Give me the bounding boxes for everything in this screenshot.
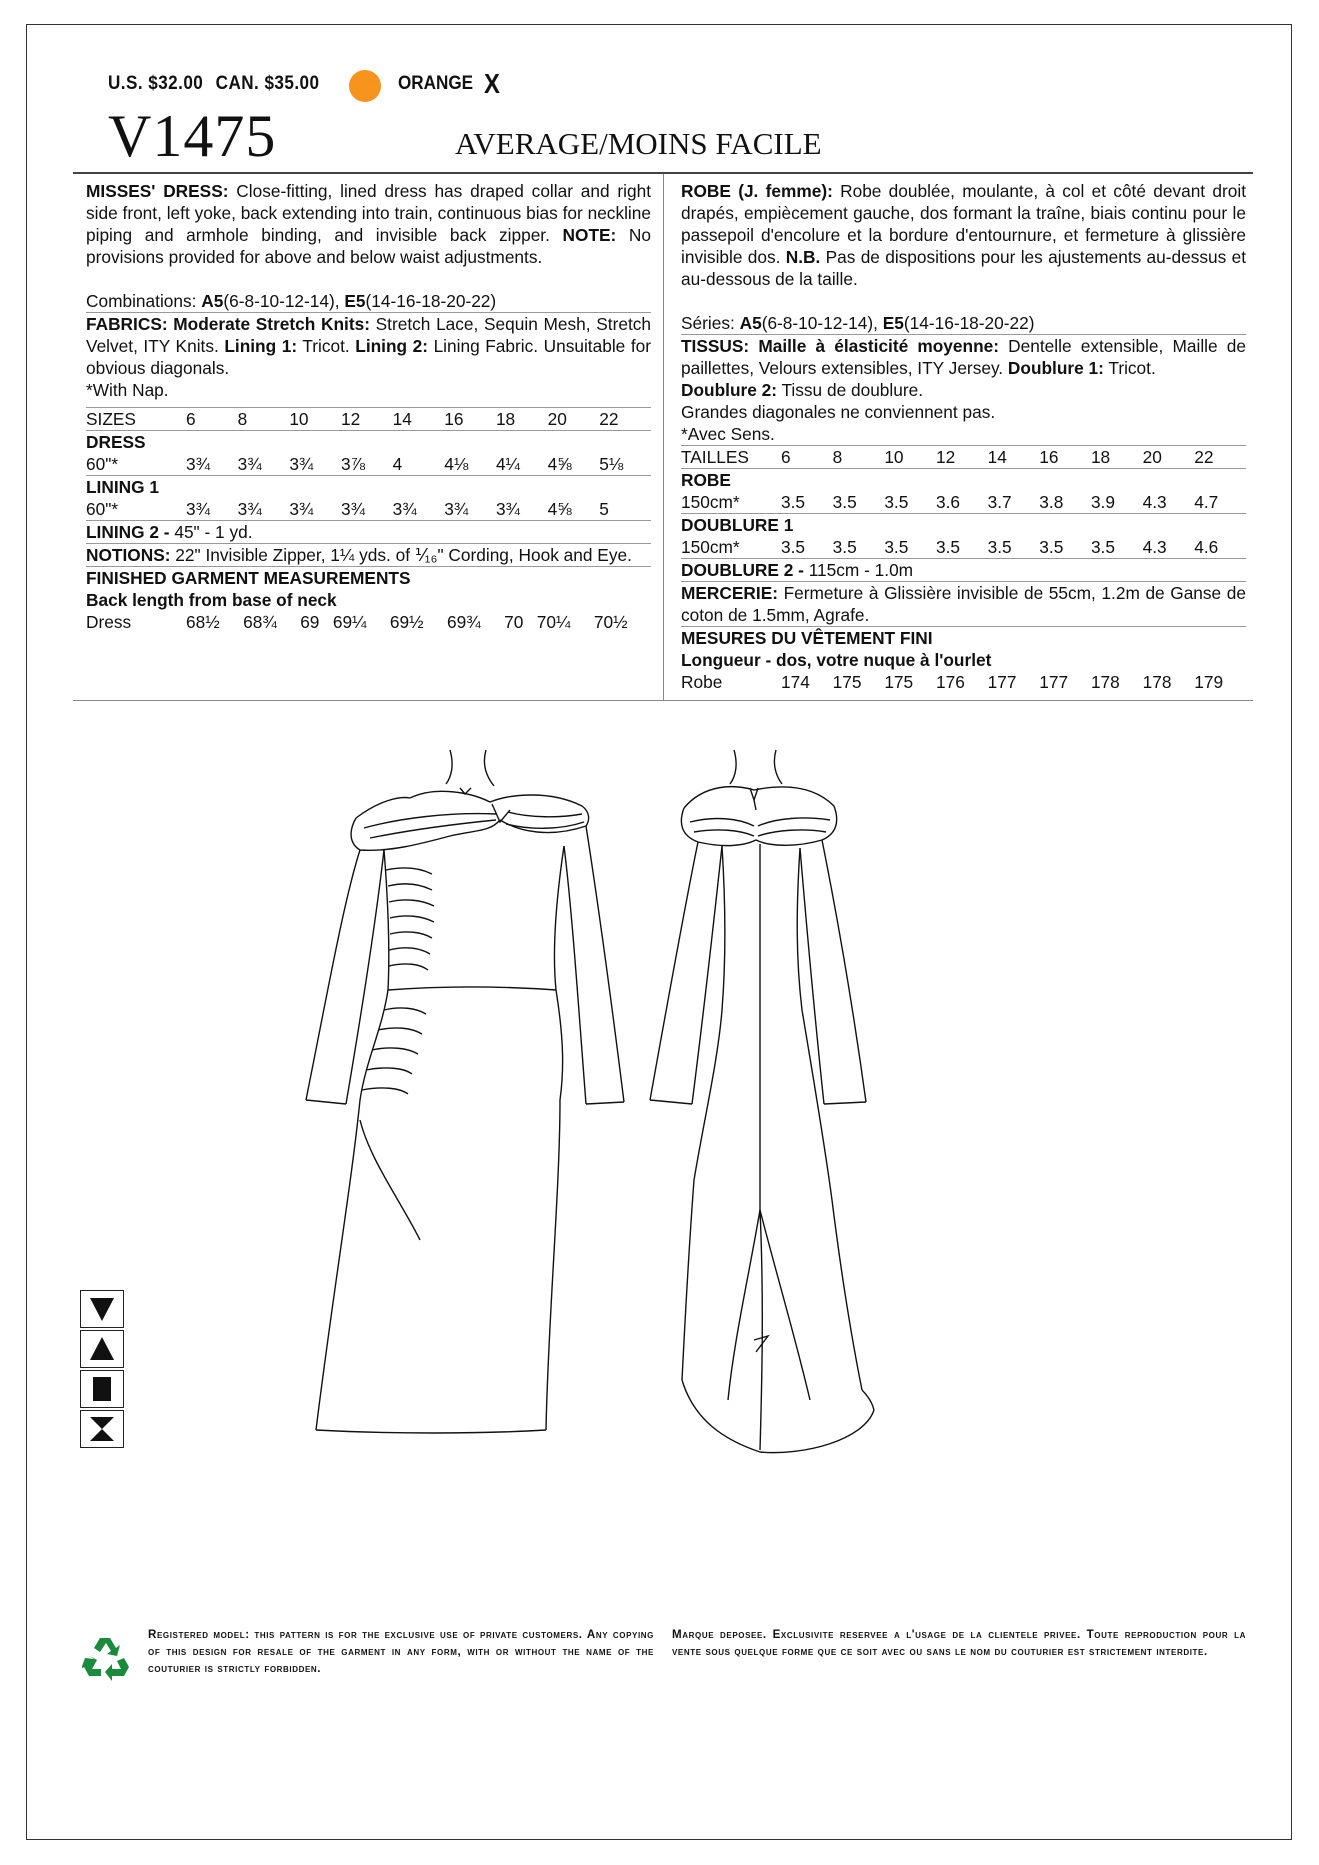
nap-note-en: *With Nap. xyxy=(86,380,169,400)
yardage-table-fr xyxy=(681,445,1246,582)
description-fr: ROBE (J. femme): Robe doublée, moulante, à col et côté devant droit drapés, empiècement gauche, dos formant la traîne, biais continu pour le passepoil d'encolure et la bordure d'entournure, et fermeture à glissière invisible dos. N.B. Pas de dispositions pour les ajustements au-dessus et au-dessous de la taille. xyxy=(681,181,1247,289)
description-en: MISSES' DRESS: Close-fitting, lined dress has draped collar and right side front, left yoke, back extending into train, continuous bias for neckline piping and armhole binding, and invisible back zipper. NOTE: No provisions provided for above and below waist adjustments. xyxy=(86,181,651,267)
english-column xyxy=(86,180,651,633)
fabrics-fr: TISSUS: Maille à élasticité moyenne: Dentelle extensible, Maille de paillettes, Velours extensibles, ITY Jersey. Doublure 1: Tricot. Doublure 2: Tissu de doublure. xyxy=(681,336,1246,400)
square-icon xyxy=(80,1370,124,1408)
sizes-row: SIZES 6 8 10 12 14 16 18 20 22 xyxy=(86,408,651,431)
color-label: ORANGE xyxy=(398,73,474,94)
lining2-row: LINING 2 - 45" - 1 yd. xyxy=(86,521,651,544)
yardage-table-en xyxy=(86,407,651,544)
price-can: CAN. $35.00 xyxy=(215,73,320,94)
dress-length-row: Dress 68½ 68¾ 69 69¼ 69½ 69¾ 70 70¼ 70½ xyxy=(86,612,628,632)
notions-en: NOTIONS: 22" Invisible Zipper, 1¼ yds. of ⅟₁₆" Cording, Hook and Eye. xyxy=(86,544,651,567)
finished-title-en: FINISHED GARMENT MEASUREMENTS xyxy=(86,568,411,588)
view-symbol-legend xyxy=(80,1290,124,1450)
back-length-title-en: Back length from base of neck xyxy=(86,590,337,610)
nap-note-fr: *Avec Sens. xyxy=(681,424,775,444)
back-view-drawing xyxy=(650,750,874,1453)
recycle-icon xyxy=(82,1632,132,1682)
technical-drawings xyxy=(260,740,1070,1500)
robe-meters-row: 150cm* 3.5 3.5 3.5 3.6 3.7 3.8 3.9 4.3 4.7 xyxy=(681,491,1246,514)
doublure1-meters-row: 150cm* 3.5 3.5 3.5 3.5 3.5 3.5 3.5 4.3 4.6 xyxy=(681,536,1246,559)
tailles-label: TAILLES xyxy=(681,447,749,467)
price-us: U.S. $32.00 xyxy=(108,73,204,94)
combinations-fr: Séries: A5(6-8-10-12-14), E5(14-16-18-20-22) xyxy=(681,313,1035,333)
finished-table-fr xyxy=(681,671,1246,693)
doublure1-label-row: DOUBLURE 1 xyxy=(681,515,794,535)
notions-fr: MERCERIE: Fermeture à Glissière invisible de 55cm, 1.2m de Ganse de coton de 1.5mm, Agrafe. xyxy=(681,583,1246,625)
sizes-label: SIZES xyxy=(86,409,136,429)
french-column xyxy=(681,180,1246,693)
triangle-down-icon xyxy=(80,1290,124,1328)
color-dot-icon xyxy=(349,70,381,102)
lining1-label-row: LINING 1 xyxy=(86,477,159,497)
diagonals-fr: Grandes diagonales ne conviennent pas. xyxy=(681,402,996,422)
pattern-number: V1475 xyxy=(108,103,277,169)
x-mark: X xyxy=(484,68,500,99)
fabrics-en: FABRICS: Moderate Stretch Knits: Stretch Lace, Sequin Mesh, Stretch Velvet, ITY Knits. Lining 1: Tricot. Lining 2: Lining Fabric. Unsuitable for obvious diagonals. xyxy=(86,314,651,378)
column-divider xyxy=(663,174,664,700)
finished-table-en xyxy=(86,611,651,633)
dress-yardage-row: 60"* 3¾ 3¾ 3¾ 3⅞ 4 4⅛ 4¼ 4⅝ 5⅛ xyxy=(86,453,651,476)
legal-notice-fr: Marque deposee. Exclusivite reservee a l'usage de la clientele privee. Toute reproduction pour la vente sous quelque forme que ce soit avec ou sans le nom du couturier est strictement interdite. xyxy=(672,1628,1246,1658)
triangle-up-icon xyxy=(80,1330,124,1368)
front-view-drawing xyxy=(306,750,624,1433)
price-line xyxy=(108,73,327,95)
combinations-en: Combinations: A5(6-8-10-12-14), E5(14-16-18-20-22) xyxy=(86,291,497,311)
robe-label-row: ROBE xyxy=(681,470,731,490)
section-rule xyxy=(73,700,1253,701)
doublure2-row: DOUBLURE 2 - 115cm - 1.0m xyxy=(681,559,1246,582)
back-length-title-fr: Longueur - dos, votre nuque à l'ourlet xyxy=(681,650,992,670)
difficulty-label: AVERAGE/MOINS FACILE xyxy=(455,126,822,161)
legal-notice-en: Registered model: this pattern is for the exclusive use of private customers. Any copying of this design for resale of the garment in any form, with or without the name of the couturier is strictly forbidden. xyxy=(148,1628,654,1675)
lining1-yardage-row: 60"* 3¾ 3¾ 3¾ 3¾ 3¾ 3¾ 3¾ 4⅝ 5 xyxy=(86,498,651,521)
tailles-row: TAILLES 6 8 10 12 14 16 18 20 22 xyxy=(681,446,1246,469)
hourglass-icon xyxy=(80,1410,124,1448)
robe-length-row: Robe 174 175 175 176 177 177 178 178 179 xyxy=(681,672,1224,692)
dress-label-row: DRESS xyxy=(86,432,146,452)
finished-title-fr: MESURES DU VÊTEMENT FINI xyxy=(681,628,933,648)
